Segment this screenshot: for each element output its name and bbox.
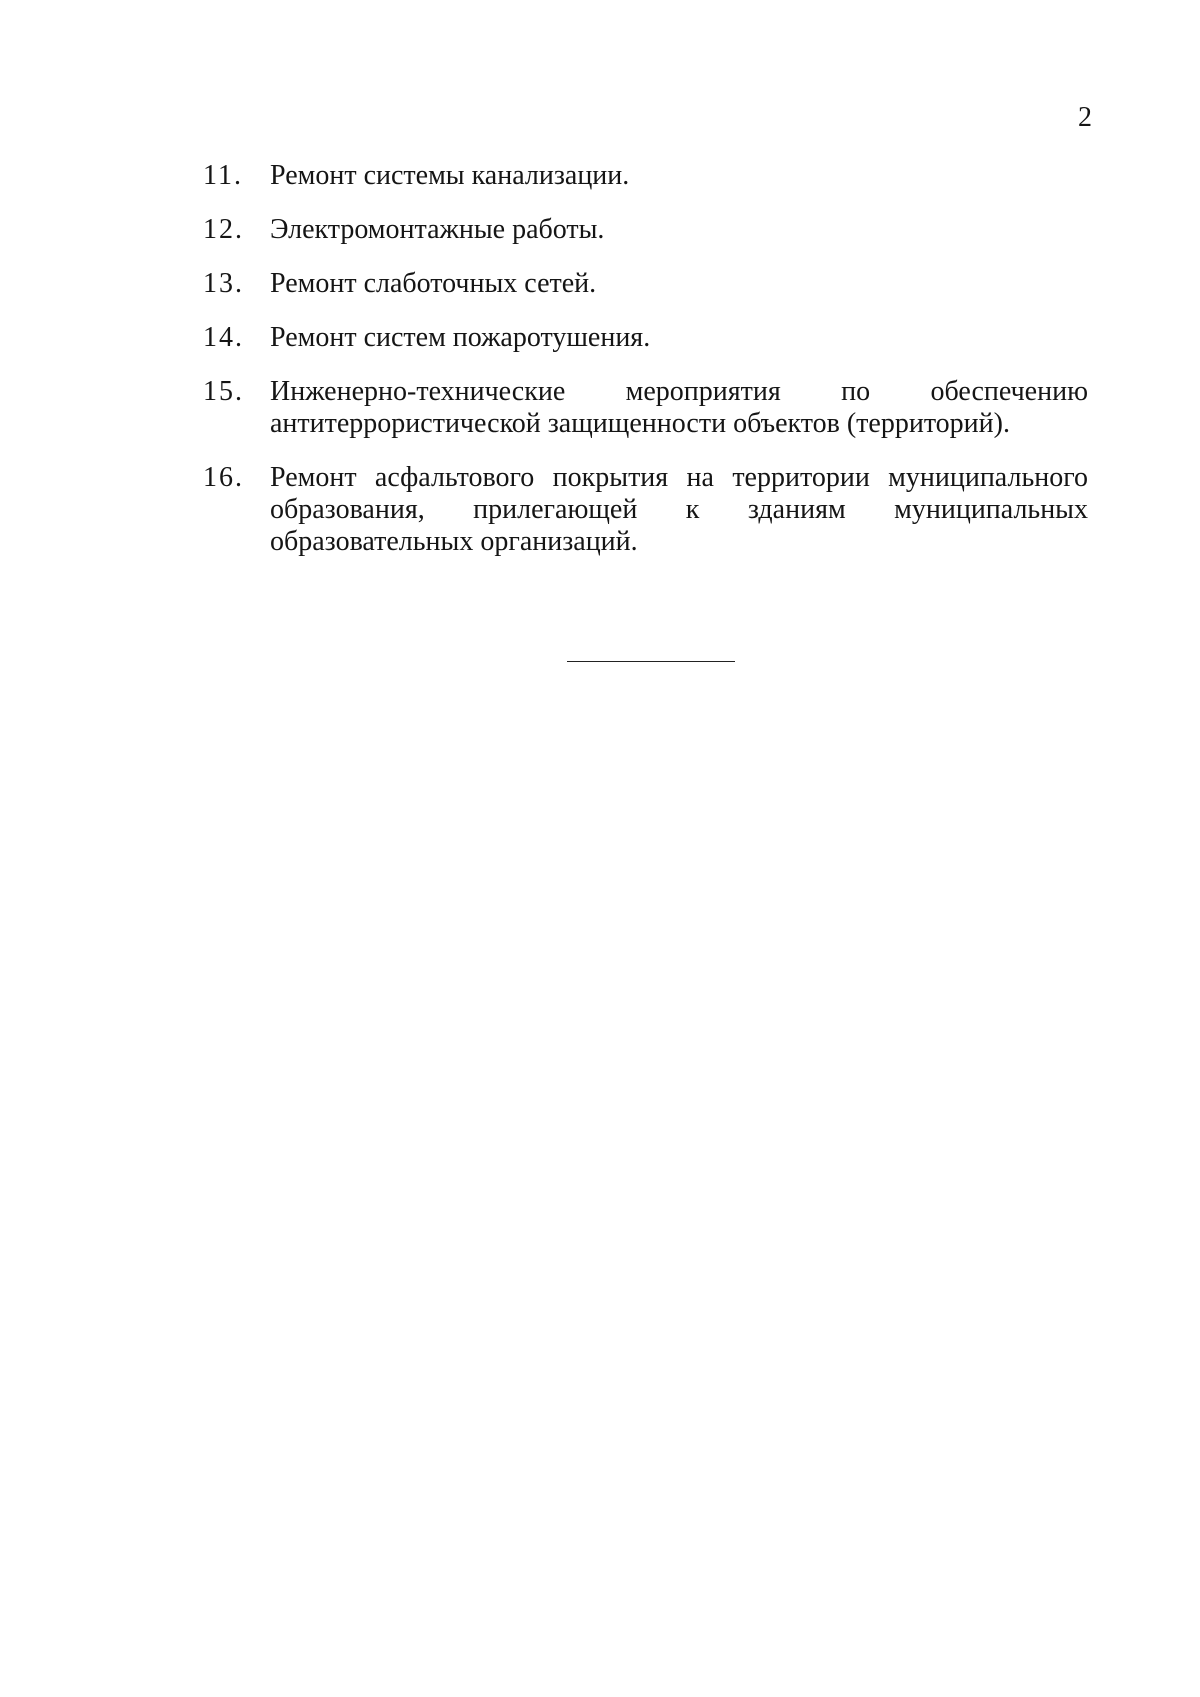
list-item-text: Ремонт слаботочных сетей. xyxy=(270,268,597,299)
list-item-text: Инженерно-технические мероприятия по обеспечению антитеррористической защищенности объектов (территорий). xyxy=(270,376,1088,439)
list-item-number: 15. xyxy=(203,376,244,407)
list-item-number: 14. xyxy=(203,322,244,353)
page-number: 2 xyxy=(1078,102,1092,133)
list-item-text: Электромонтажные работы. xyxy=(270,214,605,245)
list-item-number: 12. xyxy=(203,214,244,245)
list-item-number: 13. xyxy=(203,268,244,299)
list-item-number: 11. xyxy=(203,160,243,191)
list-item-text: Ремонт асфальтового покрытия на территории муниципального образования, прилегающей к зданиям муниципальных образовательных организаций. xyxy=(270,462,1088,557)
list-item-text: Ремонт системы канализации. xyxy=(270,160,630,191)
list-item-text: Ремонт систем пожаротушения. xyxy=(270,322,651,353)
list-item-number: 16. xyxy=(203,462,244,493)
end-divider-line xyxy=(567,661,735,662)
